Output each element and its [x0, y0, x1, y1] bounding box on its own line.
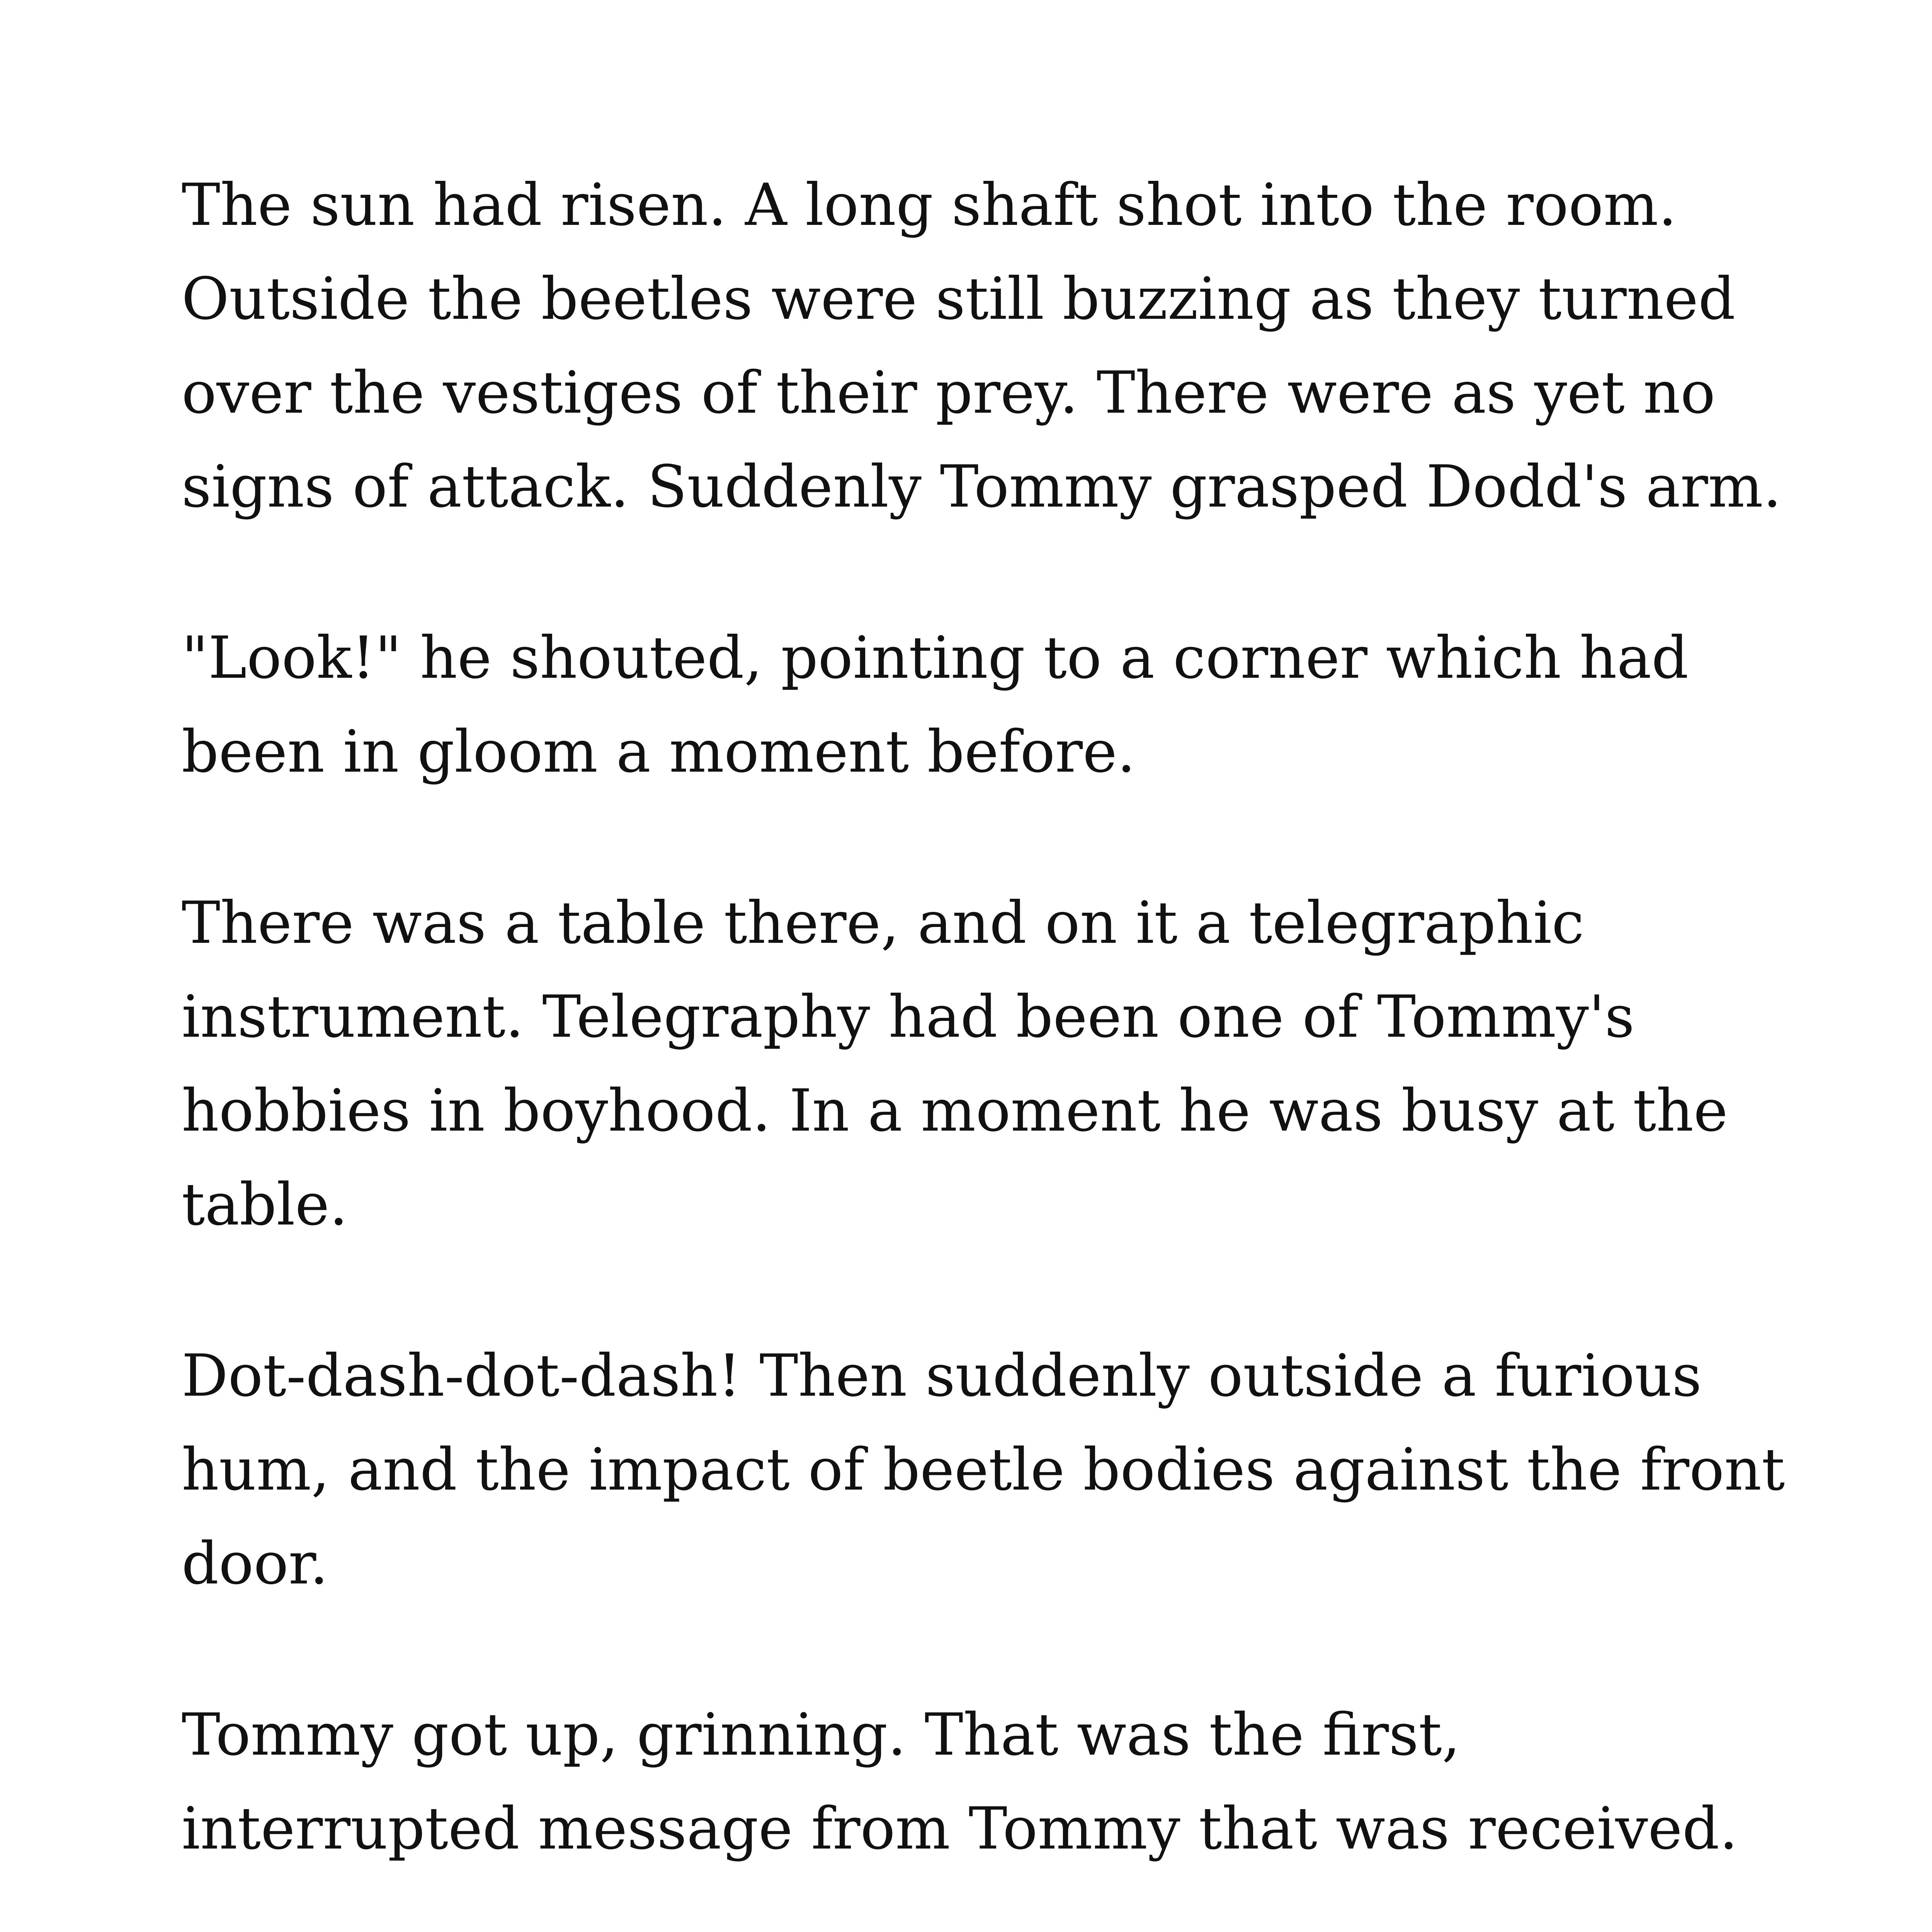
paragraph: Tommy got up, grinning. That was the first, interrupted message from Tommy that was received. [182, 1701, 1738, 1862]
paragraph: "Look!" he shouted, pointing to a corner which had been in gloom a moment before. [182, 624, 1689, 786]
paragraph: There was a table there, and on it a telegraphic instrument. Telegraphy had been one of Tommy's hobbies in boyhood. In a moment he was busy at the table. [182, 889, 1728, 1238]
body-text [182, 158, 1824, 1932]
paragraph: The sun had risen. A long shaft shot into the room. Outside the beetles were still buzzing as they turned over the vestiges of their prey. There were as yet no signs of attack. Suddenly Tommy grasped Dodd's arm. [182, 172, 1782, 520]
paragraph: Dot-dash-dot-dash! Then suddenly outside a furious hum, and the impact of beetle bodies against the front door. [182, 1342, 1785, 1597]
